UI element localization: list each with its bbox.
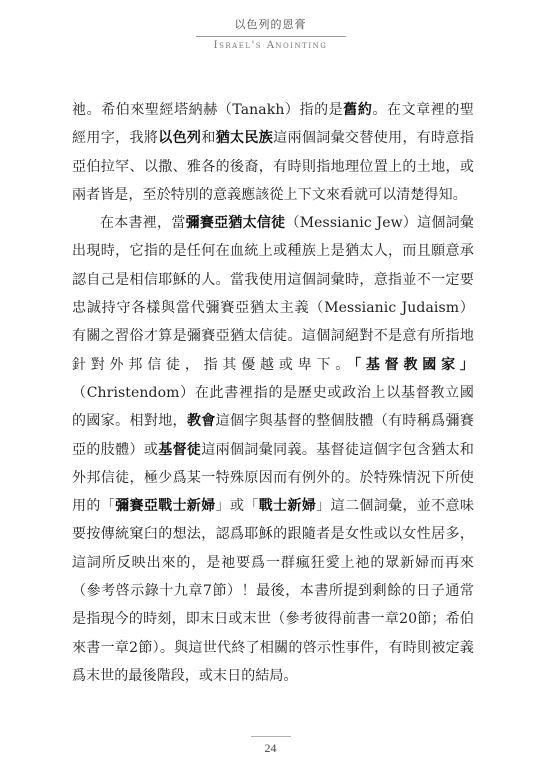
text-run: 」或「 [215, 498, 259, 515]
page-footer [0, 736, 541, 756]
bold-term: 基督徒 [158, 441, 202, 458]
text-run: 這兩個詞彙同義。基督徒這個字包含猶太和外邦信徒，極少爲某一特殊原因而有例外的。於特殊情況下所使用的「 [72, 441, 474, 515]
paragraph-1 [72, 96, 474, 209]
text-run: 這兩個詞彙交替使用，有時意指亞伯拉罕、以撒、雅各的後裔，有時則指地理位置上的土地，或兩者皆是，至於特別的意義應該從上下文來看就可以清楚得知。 [72, 130, 475, 203]
bold-term: 以色列 [158, 130, 202, 147]
paragraph-2 [72, 209, 474, 690]
bold-term: 彌賽亞猶太信徒 [185, 215, 286, 232]
text-run: 和 [201, 130, 216, 147]
bold-term: 教會 [186, 413, 216, 430]
text-run: 在本書裡，當 [100, 215, 186, 232]
text-run: （Messianic Jew）這個詞彙出現時，它指的是任何在血統上或種族上是猶太人，而且願意承認自己是相信耶穌的人。當我使用這個詞彙時，意指並不一定要忠誠持守各樣與當代彌賽亞猶太主義（Messianic Judaism）有關之習俗才算是彌賽亞猶太信徒。這個詞絕對不是意有所指地針對外邦信徒，指其優越或卑下。 [72, 215, 474, 373]
running-header [0, 18, 541, 52]
bold-term: 猶太民族 [215, 130, 274, 147]
text-run: 。在文章裡的聖經用字，我將 [72, 102, 475, 147]
text-run: 祂。希伯來聖經塔納赫（Tanakh）指的是 [72, 102, 344, 118]
text-run: （Christendom）在此書裡指的是歷史或政治上以基督教立國的國家。相對地， [72, 384, 474, 430]
text-run: 這個字與基督的整個肢體（有時稱爲彌賽亞的肢體）或 [72, 413, 474, 458]
bold-term: 舊約 [343, 102, 373, 118]
footer-divider [251, 736, 291, 737]
book-title: 以色列的恩膏 [234, 18, 307, 31]
bold-term: 戰士新婦 [258, 498, 317, 515]
bold-term: 「基督教國家」 [354, 356, 475, 373]
text-run: 」這二個詞彙，並不意味要按傳統窠臼的想法，認爲耶穌的跟隨者是女性或以女性居多，這詞所反映出來的，是祂要爲一群瘋狂愛上祂的眾新婦而再來（參考啓示錄十九章7節）！最後，本書所提到剩餘的日子通常是指現今的時刻，即末日或末世（參考彼得前書一章20節；希伯來書一章2節）。與這世代終了相關的啓示性事件，有時則被定義爲末世的最後階段，或末日的結局。 [72, 498, 474, 684]
page-number: 24 [264, 741, 277, 755]
bold-term: 彌賽亞戰士新婦 [115, 498, 216, 515]
book-subtitle: Israel's Anointing [213, 40, 328, 51]
header-divider [196, 36, 346, 37]
main-text [72, 96, 474, 690]
